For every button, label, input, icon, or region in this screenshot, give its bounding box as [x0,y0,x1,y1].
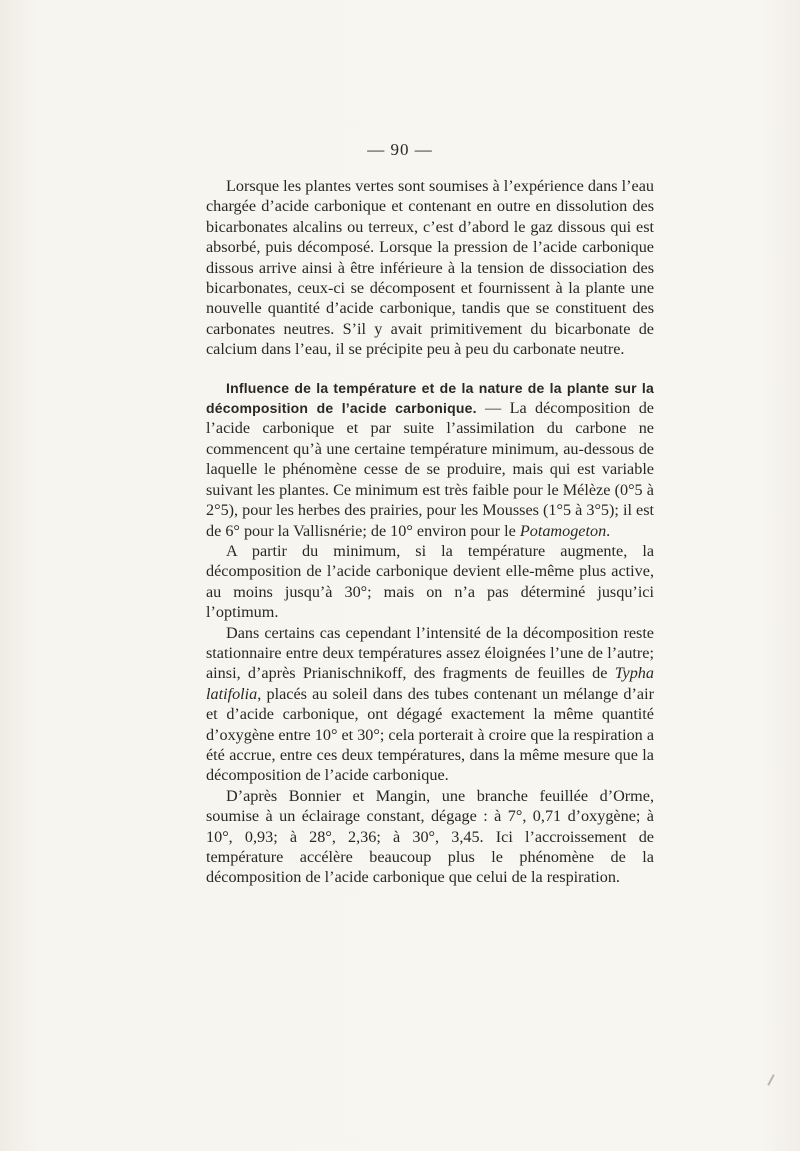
paragraph-2 [206,378,654,541]
paragraph-5: D’après Bonnier et Mangin, une branche feuillée d’Orme, soumise à un éclairage constant, dégage : à 7°, 0,71 d’oxygène; à 10°, 0,93; à 28°, 2,36; à 30°, 3,45. Ici l’accroissement de température accélère beaucoup plus le phénomène de la décomposition de l’acide carbonique que celui de la respiration. [206,786,654,887]
paragraph-2-text-b: . [606,521,611,540]
paragraph-4-italic: Typha latifolia [206,664,654,703]
section-heading: Influence de la température et de la nature de la plante sur la décomposition de l’acide carbonique. [206,379,654,417]
paragraph-2-text-a: — La décomposition de l’acide carbonique et par suite l’assimilation du carbone ne commencent qu’à une certaine température minimum, au-dessous de laquelle le phénomène cesse de se produire, mais qui est variable suivant les plantes. Ce minimum est très faible pour le Mélèze (0°5 à 2°5), pour les herbes des prairies, pour les Mousses (1°5 à 3°5); il est de 6° pour la Vallisnérie; de 10° environ pour le [206,399,654,540]
body-text [206,176,654,888]
page-number: — 90 — [367,140,433,159]
paragraph-3: A partir du minimum, si la température augmente, la décomposition de l’acide carbonique devient elle-même plus active, au moins jusqu’à 30°; mais on n’a pas déterminé jusqu’ici l’optimum. [206,541,654,622]
paragraph-4-text-b: , placés au soleil dans des tubes contenant un mélange d’air et d’acide carbonique, ont dégagé exactement la même quantité d’oxygène entre 10° et 30°; cela porterait à croire que la respiration a été accrue, entre ces deux températures, dans la même mesure que la décomposition de l’acide carbonique. [206,684,655,785]
paragraph-1: Lorsque les plantes vertes sont soumises à l’expérience dans l’eau chargée d’acide carbonique et contenant en outre en dissolution des bicarbonates alcalins ou terreux, c’est d’abord le gaz dissous qui est absorbé, puis décomposé. Lorsque la pression de l’acide carbonique dissous arrive ainsi à être inférieure à la tension de dissociation des bicarbonates, ceux-ci se décomposent et fournissent à la plante une nouvelle quantité d’acide carbonique, tandis que se constituent des carbonates neutres. S’il y avait primitivement du bicarbonate de calcium dans l’eau, il se précipite peu à peu du carbonate neutre. [206,177,654,359]
paragraph-2-italic: Potamogeton [519,521,607,540]
stray-mark [767,1074,774,1086]
paragraph-4-text-a: Dans certains cas cependant l’intensité de la décomposition reste stationnaire entre deux températures assez éloignées l’une de l’autre; ainsi, d’après Prianischnikoff, des fragments de feuilles de [206,623,654,683]
paragraph-4 [206,623,654,786]
